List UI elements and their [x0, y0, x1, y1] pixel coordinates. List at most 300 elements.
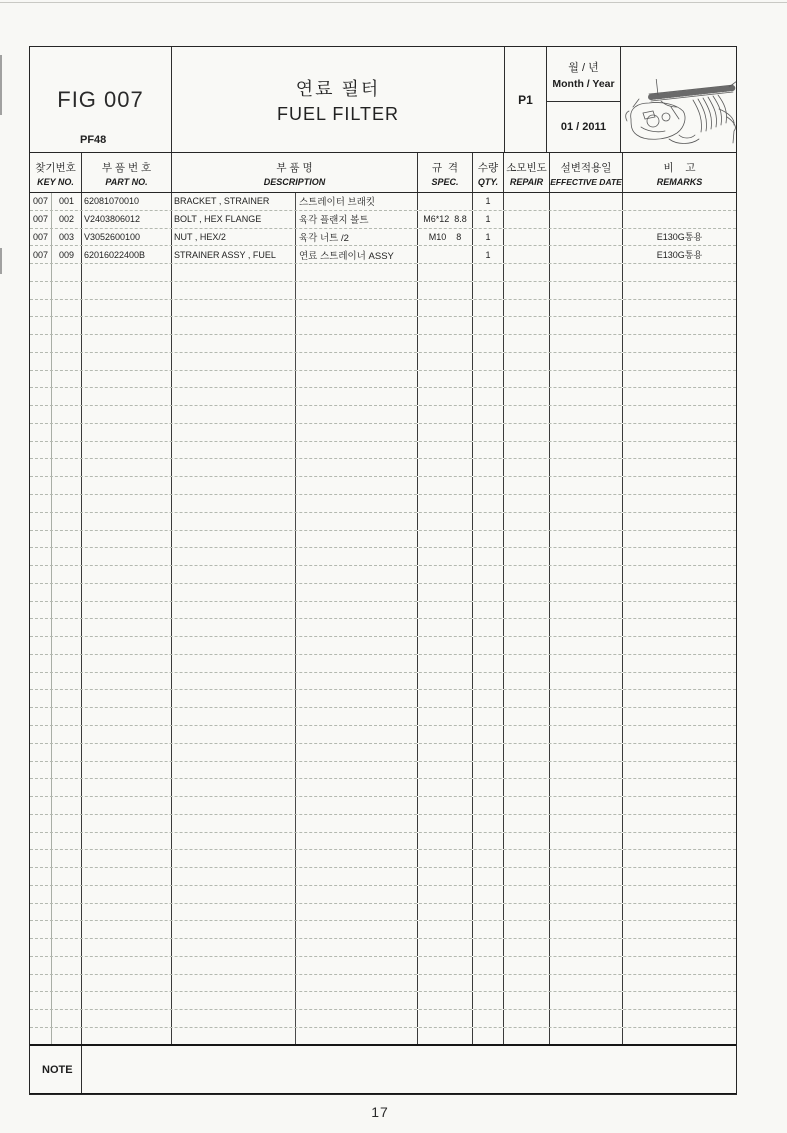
cell-part-no: V3052600100 [82, 229, 172, 246]
cell-description-en [172, 264, 296, 281]
month-year-english: Month / Year [552, 77, 615, 90]
cell-qty [473, 353, 504, 370]
cell-description-en [172, 797, 296, 814]
header-kr: 부 품 명 [276, 161, 313, 174]
cell-description-en [172, 744, 296, 761]
cell-qty [473, 690, 504, 707]
cell-key-no: 002 [52, 211, 82, 228]
cell-key-no [52, 975, 82, 992]
cell-description-kr [296, 939, 418, 956]
cell-repair [504, 957, 550, 974]
cell-remarks [623, 815, 736, 832]
cell-description-en [172, 833, 296, 850]
cell-remarks [623, 566, 736, 583]
figure-cell [30, 47, 172, 152]
cell-part-no [82, 602, 172, 619]
cell-repair [504, 459, 550, 476]
cell-effective-date [550, 264, 623, 281]
cell-description-kr: 육각 너트 /2 [296, 229, 418, 246]
table-row [30, 424, 736, 442]
cell-effective-date [550, 619, 623, 636]
cell-description-en [172, 886, 296, 903]
cell-part-no [82, 833, 172, 850]
cell-remarks: E130G통용 [656, 250, 703, 261]
cell-fig-no [30, 779, 52, 796]
table-body [30, 193, 736, 1046]
cell-description-kr [296, 371, 418, 388]
cell-repair [504, 584, 550, 601]
cell-key-no [52, 1010, 82, 1027]
column-header-spec [418, 153, 473, 192]
cell-spec [418, 904, 473, 921]
cell-spec [418, 939, 473, 956]
cell-repair [504, 1028, 550, 1045]
cell-qty [473, 619, 504, 636]
cell-description-en [172, 957, 296, 974]
cell-description-kr [296, 335, 418, 352]
table-row [30, 264, 736, 282]
cell-effective-date [550, 797, 623, 814]
cell-key-no [52, 939, 82, 956]
cell-key-no [52, 477, 82, 494]
cell-spec [418, 353, 473, 370]
cell-qty: 1 [473, 246, 504, 263]
table-row [30, 388, 736, 406]
cell-repair [504, 193, 550, 210]
header-en: REMARKS [656, 176, 703, 187]
cell-spec [418, 424, 473, 441]
cell-description-kr [296, 566, 418, 583]
figure-number: FIG 007 [57, 86, 144, 112]
table-row [30, 211, 736, 229]
cell-effective-date [550, 459, 623, 476]
cell-repair [504, 868, 550, 885]
header-kr: 비 고 [663, 161, 696, 174]
cell-repair [504, 335, 550, 352]
cell-remarks [623, 459, 736, 476]
cell-description-kr [296, 868, 418, 885]
cell-description-en [172, 690, 296, 707]
cell-effective-date [550, 655, 623, 672]
cell-part-no [82, 495, 172, 512]
cell-part-no [82, 939, 172, 956]
cell-remarks [623, 1010, 736, 1027]
table-row [30, 779, 736, 797]
header-kr: 수량 [477, 161, 499, 174]
cell-effective-date [550, 335, 623, 352]
cell-remarks [623, 282, 736, 299]
cell-remarks [623, 211, 736, 228]
cell-qty [473, 673, 504, 690]
cell-part-no [82, 886, 172, 903]
cell-effective-date [550, 211, 623, 228]
cell-part-no [82, 708, 172, 725]
cell-description-kr [296, 513, 418, 530]
cell-remarks [623, 264, 736, 281]
machine-sketch-icon [621, 79, 736, 152]
cell-qty [473, 388, 504, 405]
title-cell [172, 47, 505, 152]
cell-part-no [82, 335, 172, 352]
cell-effective-date [550, 815, 623, 832]
cell-key-no [52, 957, 82, 974]
cell-fig-no [30, 566, 52, 583]
table-row [30, 459, 736, 477]
column-header-part-no [82, 153, 172, 192]
cell-description-kr [296, 531, 418, 548]
cell-fig-no [30, 762, 52, 779]
cell-key-no [52, 548, 82, 565]
cell-description-kr [296, 442, 418, 459]
cell-repair [504, 797, 550, 814]
cell-effective-date [550, 744, 623, 761]
cell-description-en [172, 655, 296, 672]
cell-part-no [82, 797, 172, 814]
cell-remarks [623, 992, 736, 1009]
cell-remarks [623, 602, 736, 619]
cell-fig-no [30, 886, 52, 903]
cell-key-no [52, 371, 82, 388]
cell-remarks [623, 477, 736, 494]
cell-spec [418, 300, 473, 317]
cell-description-kr [296, 886, 418, 903]
cell-remarks [623, 904, 736, 921]
table-row [30, 548, 736, 566]
cell-repair [504, 566, 550, 583]
cell-description-en [172, 619, 296, 636]
table-row [30, 495, 736, 513]
cell-description-en: BOLT , HEX FLANGE [172, 211, 296, 228]
cell-fig-no [30, 264, 52, 281]
cell-part-no [82, 868, 172, 885]
cell-effective-date [550, 957, 623, 974]
cell-repair [504, 513, 550, 530]
cell-description-kr [296, 992, 418, 1009]
cell-key-no [52, 850, 82, 867]
table-row [30, 229, 736, 247]
table-row [30, 619, 736, 637]
cell-fig-no [30, 513, 52, 530]
cell-qty [473, 921, 504, 938]
cell-effective-date [550, 939, 623, 956]
cell-fig-no [30, 548, 52, 565]
cell-key-no [52, 566, 82, 583]
cell-remarks [623, 531, 736, 548]
cell-fig-no [30, 619, 52, 636]
cell-part-no [82, 282, 172, 299]
cell-spec [418, 371, 473, 388]
cell-description-en [172, 477, 296, 494]
table-row [30, 690, 736, 708]
cell-remarks [623, 779, 736, 796]
table-row [30, 726, 736, 744]
table-row [30, 193, 736, 211]
cell-part-no [82, 673, 172, 690]
cell-part-no [82, 992, 172, 1009]
cell-part-no [82, 637, 172, 654]
column-header-effective-date [550, 153, 623, 192]
cell-repair [504, 815, 550, 832]
cell-fig-no [30, 602, 52, 619]
cell-effective-date [550, 442, 623, 459]
cell-description-en [172, 673, 296, 690]
cell-remarks [623, 797, 736, 814]
cell-part-no [82, 762, 172, 779]
cell-qty [473, 726, 504, 743]
cell-description-kr [296, 921, 418, 938]
cell-spec [418, 584, 473, 601]
cell-key-no [52, 442, 82, 459]
cell-repair [504, 939, 550, 956]
cell-effective-date [550, 868, 623, 885]
cell-part-no [82, 264, 172, 281]
cell-qty [473, 300, 504, 317]
cell-repair [504, 442, 550, 459]
parts-catalog-sheet [29, 46, 737, 1095]
cell-repair [504, 424, 550, 441]
cell-effective-date [550, 548, 623, 565]
cell-key-no: 009 [52, 246, 82, 263]
cell-key-no [52, 992, 82, 1009]
cell-fig-no [30, 459, 52, 476]
cell-qty [473, 744, 504, 761]
cell-remarks [623, 673, 736, 690]
cell-repair [504, 992, 550, 1009]
cell-remarks [623, 655, 736, 672]
note-label: NOTE [30, 1046, 82, 1093]
cell-qty [473, 513, 504, 530]
cell-key-no [52, 655, 82, 672]
cell-fig-no [30, 637, 52, 654]
cell-description-kr: 연료 스트레이너 ASSY [296, 246, 418, 263]
table-row [30, 833, 736, 851]
cell-fig-no [30, 744, 52, 761]
cell-fig-no [30, 904, 52, 921]
cell-spec [418, 886, 473, 903]
table-row [30, 477, 736, 495]
header-en: QTY. [477, 176, 499, 187]
cell-key-no [52, 459, 82, 476]
cell-effective-date [550, 371, 623, 388]
cell-spec [418, 850, 473, 867]
cell-effective-date [550, 193, 623, 210]
cell-remarks [623, 406, 736, 423]
cell-key-no [52, 673, 82, 690]
cell-description-kr [296, 584, 418, 601]
cell-spec [418, 708, 473, 725]
cell-fig-no [30, 1010, 52, 1027]
cell-description-kr [296, 833, 418, 850]
cell-description-en [172, 992, 296, 1009]
cell-description-kr [296, 477, 418, 494]
cell-repair [504, 904, 550, 921]
cell-description-kr [296, 548, 418, 565]
cell-qty [473, 1010, 504, 1027]
cell-part-no [82, 300, 172, 317]
cell-part-no [82, 904, 172, 921]
cell-description-en [172, 406, 296, 423]
header-block [30, 47, 736, 153]
cell-remarks [623, 833, 736, 850]
month-year-cell [547, 47, 621, 152]
cell-effective-date [550, 992, 623, 1009]
cell-spec [418, 726, 473, 743]
cell-effective-date [550, 673, 623, 690]
cell-spec [418, 566, 473, 583]
cell-description-kr: 스트레이터 브래킷 [296, 193, 418, 210]
title-korean: 연료 필터 [295, 78, 381, 99]
cell-fig-no [30, 797, 52, 814]
cell-description-en [172, 602, 296, 619]
cell-fig-no [30, 815, 52, 832]
page-number: 17 [371, 1104, 389, 1120]
cell-part-no [82, 317, 172, 334]
month-year-labels [547, 47, 620, 102]
cell-fig-no: 007 [30, 246, 52, 263]
cell-key-no [52, 708, 82, 725]
cell-part-no [82, 1028, 172, 1045]
cell-part-no [82, 744, 172, 761]
cell-qty [473, 637, 504, 654]
cell-qty [473, 992, 504, 1009]
cell-description-kr [296, 815, 418, 832]
cell-remarks [623, 726, 736, 743]
cell-spec [418, 673, 473, 690]
cell-effective-date [550, 904, 623, 921]
cell-description-kr [296, 406, 418, 423]
cell-part-no [82, 584, 172, 601]
table-row [30, 566, 736, 584]
cell-description-en [172, 975, 296, 992]
cell-fig-no [30, 388, 52, 405]
cell-fig-no [30, 282, 52, 299]
cell-key-no [52, 388, 82, 405]
page-code: P1 [505, 47, 547, 152]
cell-part-no [82, 779, 172, 796]
cell-repair [504, 744, 550, 761]
cell-spec [418, 921, 473, 938]
table-row [30, 744, 736, 762]
cell-repair [504, 726, 550, 743]
cell-key-no [52, 762, 82, 779]
cell-spec [418, 779, 473, 796]
cell-description-kr [296, 495, 418, 512]
cell-repair [504, 229, 550, 246]
cell-key-no [52, 726, 82, 743]
cell-effective-date [550, 353, 623, 370]
cell-key-no [52, 406, 82, 423]
cell-description-kr [296, 1028, 418, 1045]
cell-description-kr [296, 797, 418, 814]
cell-fig-no [30, 477, 52, 494]
cell-description-en [172, 762, 296, 779]
table-row [30, 246, 736, 264]
cell-qty [473, 406, 504, 423]
cell-fig-no [30, 335, 52, 352]
cell-effective-date [550, 477, 623, 494]
cell-key-no [52, 353, 82, 370]
cell-qty [473, 566, 504, 583]
cell-description-kr [296, 655, 418, 672]
cell-description-en [172, 921, 296, 938]
table-row [30, 992, 736, 1010]
cell-description-en [172, 531, 296, 548]
cell-description-en [172, 300, 296, 317]
cell-effective-date [550, 531, 623, 548]
header-en: PART NO. [105, 176, 148, 187]
cell-effective-date [550, 282, 623, 299]
cell-description-kr [296, 1010, 418, 1027]
cell-qty [473, 602, 504, 619]
cell-repair [504, 975, 550, 992]
cell-part-no [82, 459, 172, 476]
scan-smudge [0, 55, 2, 115]
cell-spec [418, 513, 473, 530]
cell-key-no: 001 [52, 193, 82, 210]
cell-key-no [52, 513, 82, 530]
scan-smudge [0, 248, 2, 274]
cell-qty [473, 584, 504, 601]
cell-part-no: V2403806012 [82, 211, 172, 228]
cell-fig-no [30, 531, 52, 548]
table-row [30, 655, 736, 673]
cell-qty [473, 975, 504, 992]
cell-repair [504, 921, 550, 938]
cell-repair [504, 708, 550, 725]
cell-qty [473, 371, 504, 388]
cell-effective-date [550, 708, 623, 725]
column-header-key-no [30, 153, 82, 192]
cell-key-no [52, 282, 82, 299]
cell-key-no [52, 619, 82, 636]
cell-description-kr [296, 602, 418, 619]
cell-fig-no [30, 442, 52, 459]
cell-effective-date [550, 246, 623, 263]
cell-fig-no [30, 726, 52, 743]
cell-spec [418, 531, 473, 548]
cell-description-en [172, 566, 296, 583]
cell-qty: 1 [473, 193, 504, 210]
cell-repair [504, 531, 550, 548]
table-row [30, 300, 736, 318]
cell-fig-no [30, 655, 52, 672]
cell-description-en [172, 708, 296, 725]
cell-key-no [52, 495, 82, 512]
cell-part-no [82, 957, 172, 974]
cell-effective-date [550, 424, 623, 441]
column-header-description [172, 153, 418, 192]
cell-part-no [82, 371, 172, 388]
cell-remarks [623, 548, 736, 565]
cell-part-no [82, 424, 172, 441]
cell-qty [473, 531, 504, 548]
cell-remarks: E130G통용 [656, 232, 703, 243]
cell-repair [504, 300, 550, 317]
cell-qty [473, 957, 504, 974]
cell-effective-date [550, 566, 623, 583]
cell-qty [473, 904, 504, 921]
cell-part-no [82, 353, 172, 370]
cell-description-kr [296, 779, 418, 796]
effective-date-value: 01 / 2011 [560, 121, 607, 133]
cell-qty [473, 833, 504, 850]
cell-description-en [172, 442, 296, 459]
cell-key-no [52, 815, 82, 832]
table-row [30, 673, 736, 691]
cell-spec [418, 815, 473, 832]
cell-fig-no [30, 833, 52, 850]
table-row [30, 957, 736, 975]
